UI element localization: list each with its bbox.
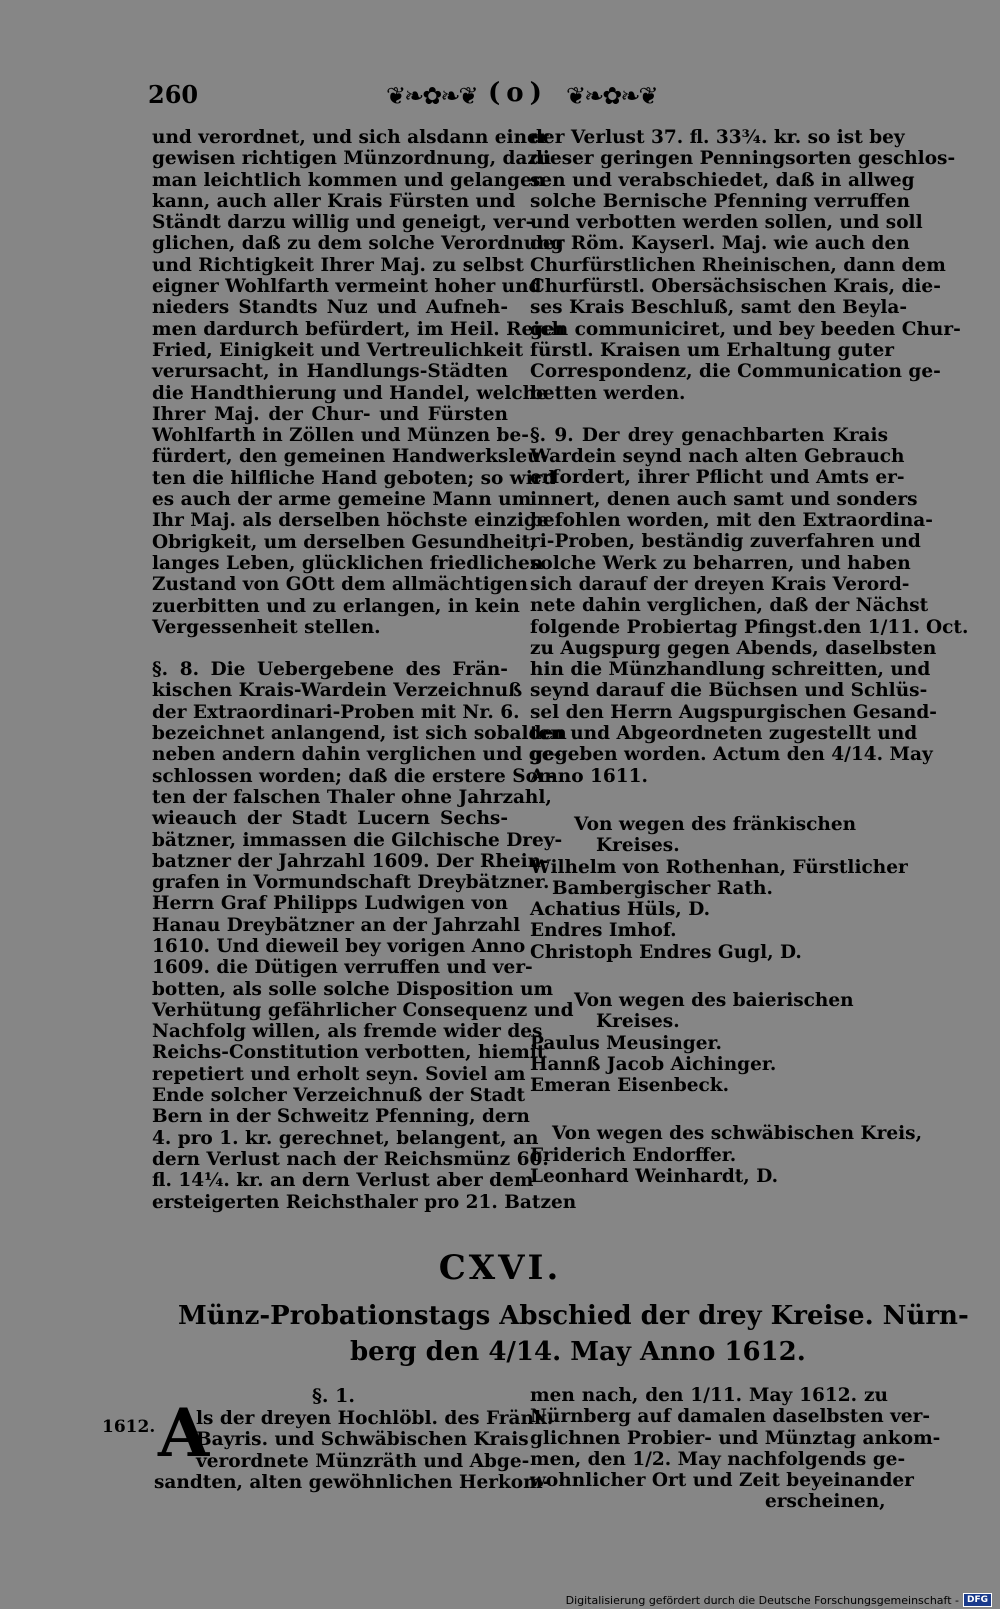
text-line: die Handthierung und Handel, welche [152,382,548,404]
document-title [178,1298,969,1370]
text-line: Fried, Einigkeit und Vertreulichkeit [152,339,524,361]
text-line: innert, denen auch samt und sonders [530,488,918,510]
text-line: solche Werk zu beharren, und haben [530,552,911,574]
text-line: Kreises. [596,835,680,857]
text-line: Hanau Dreybätzner an der Jahrzahl [152,914,521,936]
left-column [152,127,577,1213]
text-line: und verbotten werden sollen, und soll [530,212,923,234]
text-line: langes Leben, glücklichen friedlichen [152,552,544,574]
text-line: bezeichnet anlangend, ist sich sobalden [152,723,567,745]
text-line: Paulus Meusinger. [530,1032,722,1054]
text-line: dieser geringen Penningsorten geschlos- [530,148,956,170]
signature-names [530,1145,888,1188]
paragraph-gap [152,638,508,659]
text-line: ten und Abgeordneten zugestellt und [530,723,918,745]
text-line: Bayris. und Schwäbischen Krais [196,1429,529,1451]
text-line: glichnen Probier- und Münztag ankom- [530,1427,941,1449]
section-number: CXVI. [438,1248,562,1288]
text-line: und verordnet, und sich alsdann einer [152,127,549,148]
title-line: berg den 4/14. May Anno 1612. [350,1337,806,1367]
text-line: dern Verlust nach der Reichsmünz 60. [152,1148,549,1170]
text-line: sel den Herrn Augspurgischen Gesand- [530,701,937,723]
paragraph-gap [530,963,888,984]
text-line: Bambergischer Rath. [552,877,773,899]
text-line: Achatius Hüls, D. [530,899,711,921]
text-line: und Richtigkeit Ihrer Maj. zu selbst [152,254,524,276]
paragraph-gap [530,787,888,808]
text-line: gewisen richtigen Münzordnung, dazu [152,148,552,170]
text-line: Correspondenz, die Communication ge- [530,361,941,383]
text-line: fl. 14¼. kr. an dern Verlust aber dem [152,1170,534,1192]
text-line: Verhütung gefährlicher Consequenz und [152,999,574,1021]
text-line: befohlen worden, mit den Extraordina- [530,510,933,532]
text-line: 1609. die Dütigen verruffen und ver- [152,957,533,979]
text-line: ri-Proben, beständig zuverfahren und [530,531,921,553]
text-line: Ihrer Maj. der Chur- und Fürsten [152,403,508,425]
text-line: Ende solcher Verzeichnuß der Stadt [152,1085,526,1107]
text-line: Bern in der Schweitz Pfenning, dern [152,1106,530,1128]
text-line: Friderich Endorffer. [530,1144,737,1166]
title-line: Münz-Probationstags Abschied der drey Kreise. Nürn- [178,1301,969,1331]
text-line: ersteigerten Reichsthaler pro 21. Batzen [152,1191,577,1213]
text-line: Emeran Eisenbeck. [530,1075,730,1097]
text-line: folgende Probiertag Pfingst.den 1/11. Oct. [530,616,969,638]
text-line: men nach, den 1/11. May 1612. zu [530,1385,888,1406]
text-line: Endres Imhof. [530,920,677,942]
margin-year: 1612. [102,1417,156,1437]
text-line: der Extraordinari-Proben mit Nr. 6. [152,701,520,723]
text-line: nieders Standts Nuz und Aufneh- [152,297,508,319]
text-line: erfordert, ihrer Pflicht und Amts er- [530,467,905,489]
text-line: ten die hilfliche Hand geboten; so wird [152,467,556,489]
ornament-right: ❦❧✿❧❦ [566,82,657,110]
signature-names [530,856,908,963]
text-line: sen und verabschiedet, daß in allweg [530,169,915,191]
text-line: betten werden. [530,382,686,404]
text-line: sandten, alten gewöhnlichen Herkom- [154,1471,551,1493]
text-line: Nürnberg auf damalen daselbsten ver- [530,1406,931,1428]
text-line: fürdert, den gemeinen Handwerksleu- [152,446,549,468]
signature-heading [530,814,888,857]
signature-swabia [530,1123,923,1188]
text-line: hin die Münzhandlung schreitten, und [530,659,931,681]
text-line: Kreises. [596,1011,680,1033]
text-line: botten, als solle solche Disposition um [152,978,554,1000]
text-line: der Verlust 37. fl. 33¾. kr. so ist bey [530,127,905,148]
text-line: man leichtlich kommen und gelangen [152,169,546,191]
paragraph-gap [530,1096,888,1117]
text-line: verordnete Münzräth und Abge- [196,1450,530,1472]
text-line: Ihr Maj. als derselben höchste einzige [152,510,549,532]
page-marker: (o) [488,78,548,108]
text-line: Zustand von GOtt dem allmächtigen [152,574,528,596]
signature-franconia [530,813,908,963]
paragraph-9 [530,424,969,787]
text-line: gegeben worden. Actum den 4/14. May [530,744,933,766]
text-line: Churfürstl. Obersächsischen Krais, die- [530,276,941,298]
signature-heading [530,990,888,1033]
text-line: Ständt darzu willig und geneigt, ver- [152,212,534,234]
dfg-logo: DFG [963,1593,992,1607]
text-line: 1610. Und dieweil bey vorigen Anno [152,935,526,957]
text-line: sich darauf der dreyen Krais Verord- [530,573,910,595]
text-line: wohnlicher Ort und Zeit beyeinander [530,1470,914,1492]
drop-cap: A [158,1394,210,1472]
paragraph-number: §. 1. [312,1385,356,1407]
footer [566,1592,992,1608]
text-line: repetiert und erholt seyn. Soviel am [152,1063,526,1085]
text-line: bätzner, immassen die Gilchische Drey- [152,829,563,851]
text-line: zuerbitten und zu erlangen, in kein [152,595,520,617]
signature-bavaria [530,990,888,1096]
text-line: men, den 1/2. May nachfolgends ge- [530,1448,906,1470]
text-line: fürstl. Kraisen um Erhaltung guter [530,339,894,361]
text-line: Nachfolg willen, als fremde wider des [152,1021,543,1043]
text-line: grafen in Vormundschaft Dreybätzner. [152,872,550,894]
text-line: kischen Krais-Wardein Verzeichnuß [152,680,523,702]
text-line: Von wegen des fränkischen [574,813,857,835]
text-line: wieauch der Stadt Lucern Sechs- [152,808,508,830]
text-line: erscheinen, [765,1491,886,1513]
text-line: es auch der arme gemeine Mann um [152,489,532,511]
text-line: ses Krais Beschluß, samt den Beyla- [530,297,908,319]
text-line: §. 9. Der drey genachbarten Krais [530,424,888,446]
ornament-left: ❦❧✿❧❦ [386,82,477,110]
section-text-left [154,1408,554,1493]
text-line: batzner der Jahrzahl 1609. Der Rhein- [152,850,549,872]
page-number: 260 [148,80,199,109]
text-line: solche Bernische Pfenning verruffen [530,190,910,212]
text-line: men dardurch befürdert, im Heil. Reich [152,318,566,340]
signature-names [530,1033,888,1097]
footer-text: Digitalisierung gefördert durch die Deutsche Forschungsgemeinschaft - [565,1593,959,1607]
text-line: §. 8. Die Uebergebene des Frän- [152,659,508,681]
text-line: Christoph Endres Gugl, D. [530,941,802,963]
text-line: neben andern dahin verglichen und ge- [152,744,562,766]
paragraph-8 [152,659,577,1213]
text-line: Hannß Jacob Aichinger. [530,1053,777,1075]
text-line: Von wegen des baierischen [574,989,854,1011]
text-line: Leonhard Weinhardt, D. [530,1166,779,1188]
text-line: der Röm. Kayserl. Maj. wie auch den [530,233,910,255]
paragraph-gap [530,404,888,425]
signature-heading [530,1123,923,1145]
text-line: ls der dreyen Hochlöbl. des Fränk. [196,1408,554,1429]
text-line: verursacht, in Handlungs-Städten [152,361,508,383]
text-line: schlossen worden; daß die erstere Sor- [152,765,556,787]
right-paragraph [530,127,961,404]
text-line: Herrn Graf Philipps Ludwigen von [152,893,508,915]
text-line: Von wegen des schwäbischen Kreis, [552,1123,923,1145]
text-line: kann, auch aller Krais Fürsten und [152,190,516,212]
text-line: Wilhelm von Rothenhan, Fürstlicher [530,856,908,878]
text-line: eigner Wohlfarth vermeint hoher und [152,276,542,298]
section-text-right [530,1385,941,1513]
left-paragraph [152,127,566,638]
text-line: ten der falschen Thaler ohne Jahrzahl, [152,786,552,808]
text-line: seynd darauf die Büchsen und Schlüs- [530,680,928,702]
text-line: Reichs-Constitution verbotten, hiemit [152,1042,546,1064]
text-line: Wohlfarth in Zöllen und Münzen be- [152,425,529,447]
text-line: Wardein seynd nach alten Gebrauch [530,446,905,468]
page-header [148,80,888,120]
text-line: Churfürstlichen Rheinischen, dann dem [530,254,946,276]
text-line: Obrigkeit, um derselben Gesundheit, [152,531,537,553]
text-line: gen communiciret, und bey beeden Chur- [530,318,961,340]
text-line: nete dahin verglichen, daß der Nächst [530,595,929,617]
text-line: 4. pro 1. kr. gerechnet, belangent, an [152,1127,539,1149]
text-line: glichen, daß zu dem solche Verordnung [152,233,564,255]
text-line: zu Augspurg gegen Abends, daselbsten [530,637,937,659]
text-line: Vergessenheit stellen. [152,616,381,638]
right-column [530,127,969,1188]
text-line: Anno 1611. [530,765,648,787]
